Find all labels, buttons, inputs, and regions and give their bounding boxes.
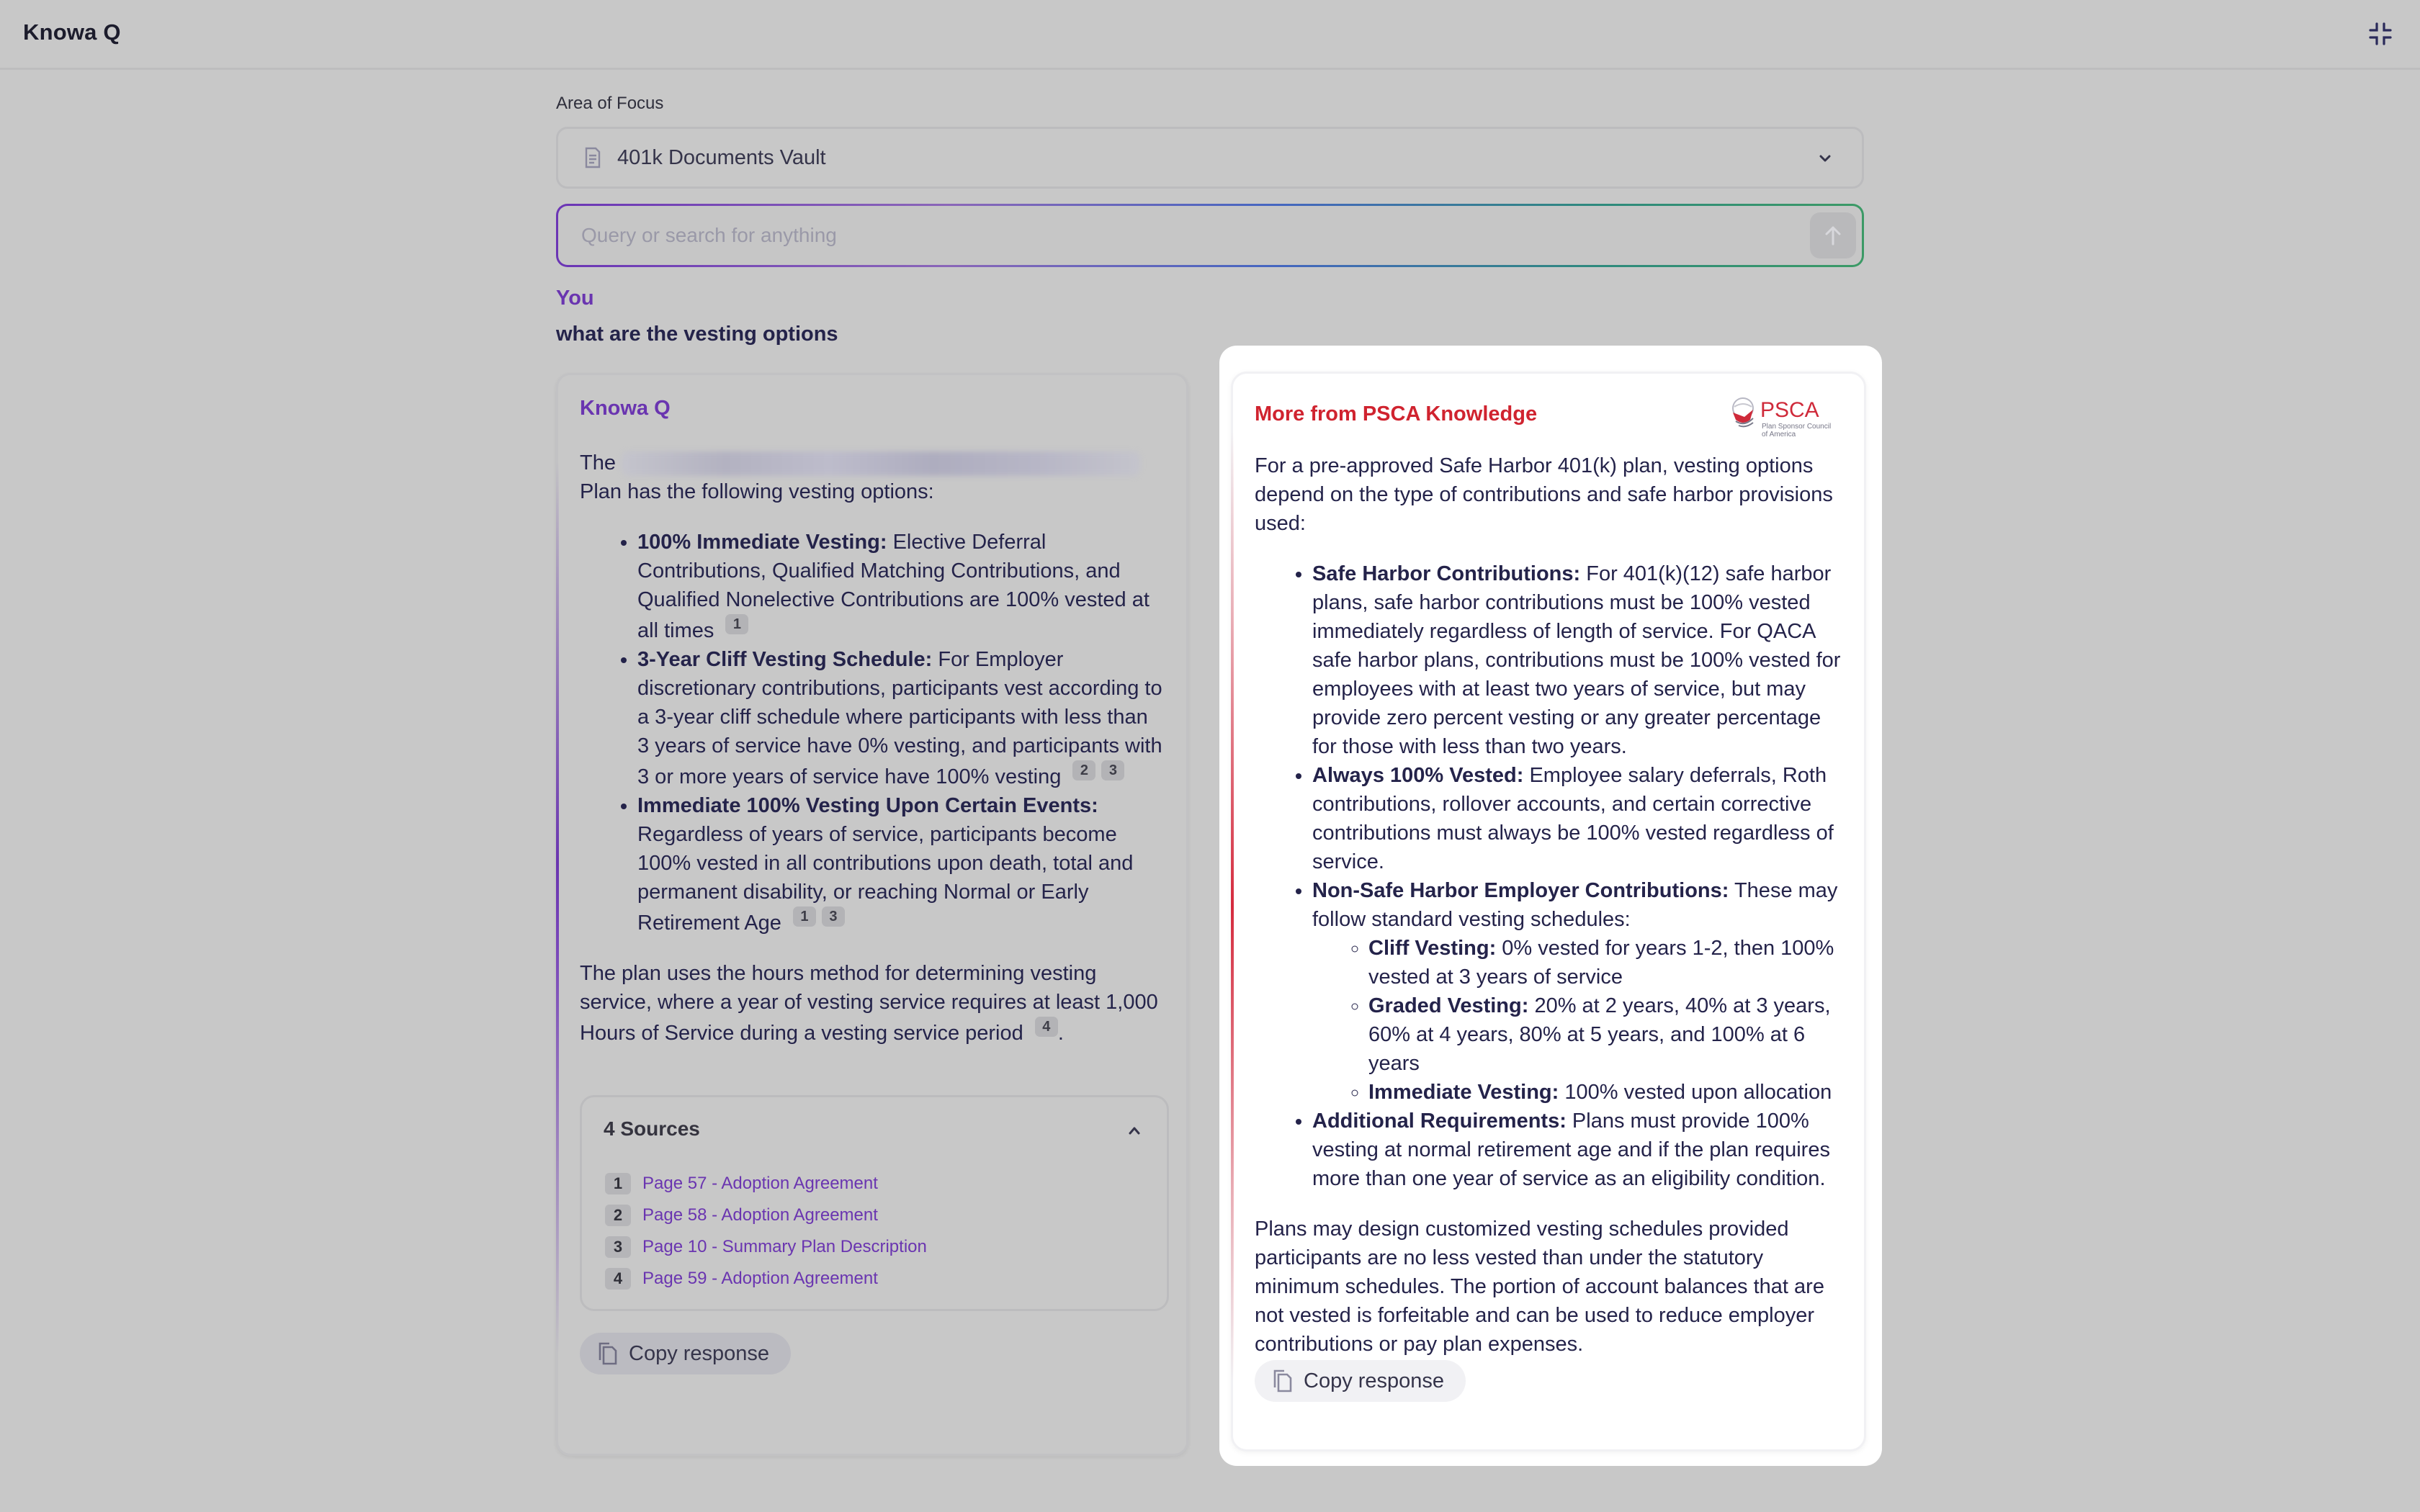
area-of-focus-value: 401k Documents Vault [617, 145, 826, 169]
document-icon [584, 147, 601, 168]
psca-logo-brand: PSCA [1760, 398, 1819, 422]
user-label: You [556, 287, 594, 310]
source-link[interactable]: Page 57 - Adoption Agreement [642, 1174, 878, 1193]
list-item: • 3-Year Cliff Vesting Schedule: For Employer discretionary contributions, participants vest according to a 3-year cliff schedule where participants with less than 3 years of service have 0% vesting, and participants with 3 or more years of service have 100% vesting 2 3 [637, 645, 1165, 791]
answer-closing: The plan uses the hours method for determining vesting service, where a year of vesting service requires at least 1,000 Hours of Service during a vesting service period 4 . [580, 962, 1158, 1045]
user-question: what are the vesting options [556, 323, 838, 346]
psca-logo [1729, 394, 1844, 440]
list-item: • Non-Safe Harbor Employer Contributions: These may follow standard vesting schedules: ◦ Cliff Vesting: 0% vested for years 1-2, then 100% vested at 3 years of service ◦ Graded Vesting: 20% at 2 years, 40% at 3 years, 60% at 4 years, 80% at 5 years, and 100% at 6 years ◦ Immediate Vesting: 100% vested upon allocation [1312, 876, 1842, 1107]
source-item[interactable] [605, 1231, 927, 1263]
citation-badge[interactable]: 4 [1035, 1017, 1058, 1037]
query-box [556, 204, 1864, 267]
copy-icon [597, 1341, 619, 1366]
sources-panel [580, 1095, 1169, 1311]
send-button[interactable] [1810, 212, 1856, 258]
copy-icon [1272, 1369, 1294, 1393]
citation-badge[interactable]: 2 [1072, 760, 1095, 780]
answer-intro: The Plan has the following vesting options: [580, 449, 1165, 506]
sub-list-item: ◦ Cliff Vesting: 0% vested for years 1-2, then 100% vested at 3 years of service [1368, 934, 1842, 991]
psca-answer-card [1231, 372, 1866, 1452]
citation-badge[interactable]: 1 [725, 614, 748, 634]
psca-panel [1219, 346, 1882, 1466]
query-input[interactable] [581, 224, 1734, 247]
list-item: • Additional Requirements: Plans must provide 100% vesting at normal retirement age and if the plan requires more than one year of service as an eligibility condition. [1312, 1107, 1842, 1193]
app-title: Knowa Q [23, 19, 121, 45]
source-number: 1 [605, 1173, 631, 1194]
collapse-icon [2368, 22, 2393, 46]
psca-logo-tagline-2: of America [1762, 431, 1796, 438]
source-list [605, 1168, 927, 1295]
card-accent-bar [1231, 431, 1234, 1382]
collapse-button[interactable] [2368, 22, 2393, 46]
answer-bullets [580, 528, 1165, 937]
source-link[interactable]: Page 59 - Adoption Agreement [642, 1269, 878, 1288]
redacted-plan-name [622, 451, 1140, 476]
copy-response-button[interactable]: Copy response [1255, 1360, 1466, 1402]
psca-closing: Plans may design customized vesting schedules provided participants are no less vested than under the statutory minimum schedules. The portion of account balances that are not vested is forfeitable and can be used to reduce employer contributions or pay plan expenses. [1255, 1218, 1824, 1356]
top-bar [0, 0, 2420, 70]
source-number: 2 [605, 1205, 631, 1226]
source-link[interactable]: Page 10 - Summary Plan Description [642, 1237, 927, 1256]
citation-badge[interactable]: 3 [1101, 760, 1124, 780]
source-item[interactable] [605, 1168, 927, 1200]
chevron-up-icon[interactable] [1126, 1125, 1142, 1136]
list-item: • Always 100% Vested: Employee salary deferrals, Roth contributions, rollover accounts, and certain corrective contributions must always be 100% vested regardless of service. [1312, 761, 1842, 876]
area-of-focus-label: Area of Focus [556, 94, 664, 113]
psca-title: More from PSCA Knowledge [1255, 402, 1538, 426]
arrow-up-icon [1824, 225, 1842, 246]
psca-body [1255, 451, 1842, 1380]
source-item[interactable] [605, 1200, 927, 1231]
copy-response-button[interactable]: Copy response [580, 1333, 791, 1374]
psca-intro: For a pre-approved Safe Harbor 401(k) plan, vesting options depend on the type of contributions and safe harbor provisions used: [1255, 454, 1833, 535]
area-of-focus-dropdown[interactable] [556, 127, 1864, 189]
sub-list-item: ◦ Immediate Vesting: 100% vested upon allocation [1368, 1078, 1842, 1107]
list-item: • Safe Harbor Contributions: For 401(k)(12) safe harbor plans, safe harbor contributions must be 100% vested immediately regardless of length of service. For QACA safe harbor plans, contributions must be 100% vested for employees with at least two years of service, but may provide zero percent vesting or any greater percentage for those with less than two years. [1312, 559, 1842, 761]
knowa-answer-card [556, 373, 1188, 1456]
list-item: • 100% Immediate Vesting: Elective Deferral Contributions, Qualified Matching Contributions, and Qualified Nonelective Contributions are 100% vested at all times 1 [637, 528, 1165, 645]
sub-list [1312, 934, 1842, 1107]
source-number: 4 [605, 1268, 631, 1290]
sources-toggle[interactable]: 4 Sources [604, 1117, 700, 1140]
answer-body [580, 449, 1165, 1069]
citation-badge[interactable]: 1 [793, 906, 816, 927]
card-accent-bar [556, 462, 559, 1354]
psca-bullets [1255, 559, 1842, 1193]
sub-list-item: ◦ Graded Vesting: 20% at 2 years, 40% at 3 years, 60% at 4 years, 80% at 5 years, and 100% at 6 years [1368, 991, 1842, 1078]
chevron-down-icon [1817, 150, 1833, 166]
answer-title: Knowa Q [580, 397, 671, 420]
list-item: • Immediate 100% Vesting Upon Certain Events: Regardless of years of service, participants become 100% vested in all contributions upon death, total and permanent disability, or reaching Normal or Early Retirement Age 1 3 [637, 791, 1165, 937]
psca-logo-tagline-1: Plan Sponsor Council [1762, 423, 1832, 431]
source-number: 3 [605, 1236, 631, 1258]
citation-badge[interactable]: 3 [822, 906, 845, 927]
source-item[interactable] [605, 1263, 927, 1295]
source-link[interactable]: Page 58 - Adoption Agreement [642, 1205, 878, 1225]
